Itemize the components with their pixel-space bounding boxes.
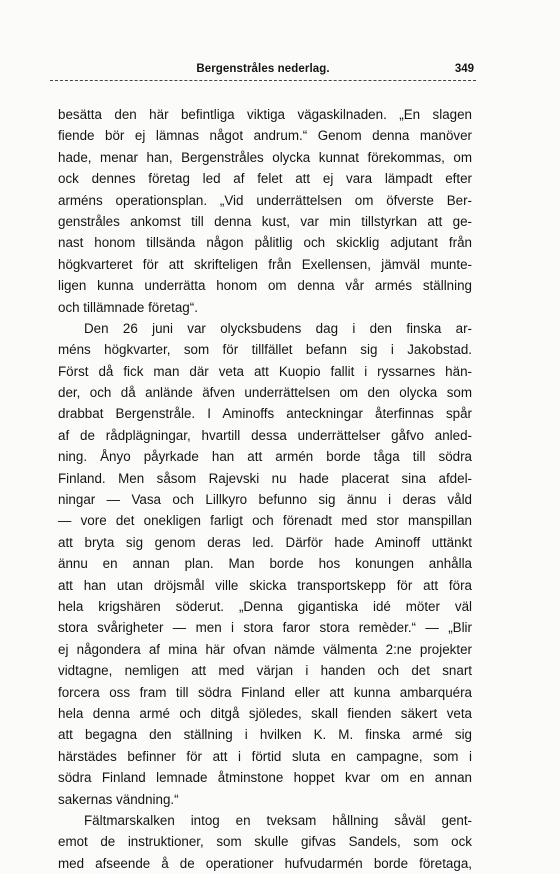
text-line: härstädes befinner för att i förtid sluta en campagne, som i <box>58 748 472 764</box>
text-line: att han utan dröjsmål ville skicka transportskepp för att föra <box>58 577 472 593</box>
text-line: besätta den här befintliga viktiga vägaskilnaden. „En slagen <box>58 107 472 122</box>
text-line: af de rådplägningar, hvartill dessa underrättelser gåfvo anled- <box>58 427 472 443</box>
text-line: genstråles ankomst till denna kust, var min tillstyrkan att ge- <box>58 213 472 229</box>
running-head <box>50 63 476 89</box>
text-line: stora svårigheter — men i stora faror stora remèder.“ — „Blir <box>58 620 472 636</box>
text-line: Den 26 juni var olycksbudens dag i den finska ar- <box>84 320 472 336</box>
text-line: ningar — Vasa och Lillkyro befunno sig ännu i deras våld <box>58 492 472 508</box>
text-line: fiende bör ej lämnas något andrum.“ Genom denna manöver <box>58 128 472 144</box>
text-line: högkvarteret för att skrifteligen från Exellensen, jämväl munte- <box>58 256 472 272</box>
text-line: ännu en annan plan. Man borde hos konungen anhålla <box>58 556 472 572</box>
text-line: ligen kunna underrätta honom om denna vår armés ställning <box>58 278 472 294</box>
text-line: Finland. Men såsom Rajevski nu hade placerat sina afdel- <box>58 470 472 486</box>
text-line: att bryta sig genom deras led. Därför hade Aminoff uttänkt <box>58 534 472 550</box>
text-line: — vore det onekligen farligt och förenadt med stor manspillan <box>58 513 472 529</box>
text-line: ning. Ånyo påyrkade han att armén borde tåga till södra <box>58 449 472 465</box>
text-line: ej någondera af mina här ofvan nämde välmenta 2:ne projekter <box>58 641 472 657</box>
text-line: nast honom tillsända någon pålitlig och skicklig adjutant från <box>58 235 472 251</box>
text-line: hade, menar han, Bergenstråles olycka kunnat förekommas, om <box>58 149 472 165</box>
text-line: arméns operationsplan. „Vid underrättelsen om öfverste Ber- <box>58 192 472 208</box>
text-line: med afseende å de operationer hufvudarmén borde företaga, <box>58 855 472 871</box>
text-line: sakernas vändning.“ <box>58 791 179 807</box>
body-text <box>58 104 472 874</box>
text-line: méns högkvarter, som för tillfället befann sig i Jakobstad. <box>58 342 472 358</box>
text-line: att begagna den ställning i hvilken K. M. finska armé sig <box>58 727 472 743</box>
text-line: Fältmarskalken intog en tveksam hållning såväl gent- <box>84 812 472 828</box>
text-line: och tillämnade företag“. <box>58 299 198 315</box>
text-line: emot de instruktioner, som skulle gifvas Sandels, som ock <box>58 834 472 850</box>
chapter-title: Bergenstråles nederlag. <box>196 63 330 75</box>
text-line: ock dennes företag led af felet att ej vara lämpadt efter <box>58 171 472 187</box>
text-line: Först då fick man där veta att Kuopio fallit i ryssarnes hän- <box>58 363 472 379</box>
page-number: 349 <box>454 63 474 75</box>
text-line: hela denna armé och ditgå sjöledes, skall fienden säkert veta <box>58 705 472 721</box>
text-line: hela krigshären söderut. „Denna gigantiska idé möter väl <box>58 598 472 614</box>
text-line: der, och då anlände äfven underrättelsen om den olycka som <box>58 385 472 401</box>
text-line: södra Finland lemnade åtminstone hoppet kvar om en annan <box>58 770 472 786</box>
text-line: drabbat Bergenstråle. I Aminoffs anteckningar återfinnas spår <box>58 406 472 422</box>
text-line: vidtagne, nemligen att med värjan i handen och det snart <box>58 663 472 679</box>
header-rule <box>50 80 476 81</box>
text-line: forcera oss fram till södra Finland eller att kunna ambarquéra <box>58 684 472 700</box>
